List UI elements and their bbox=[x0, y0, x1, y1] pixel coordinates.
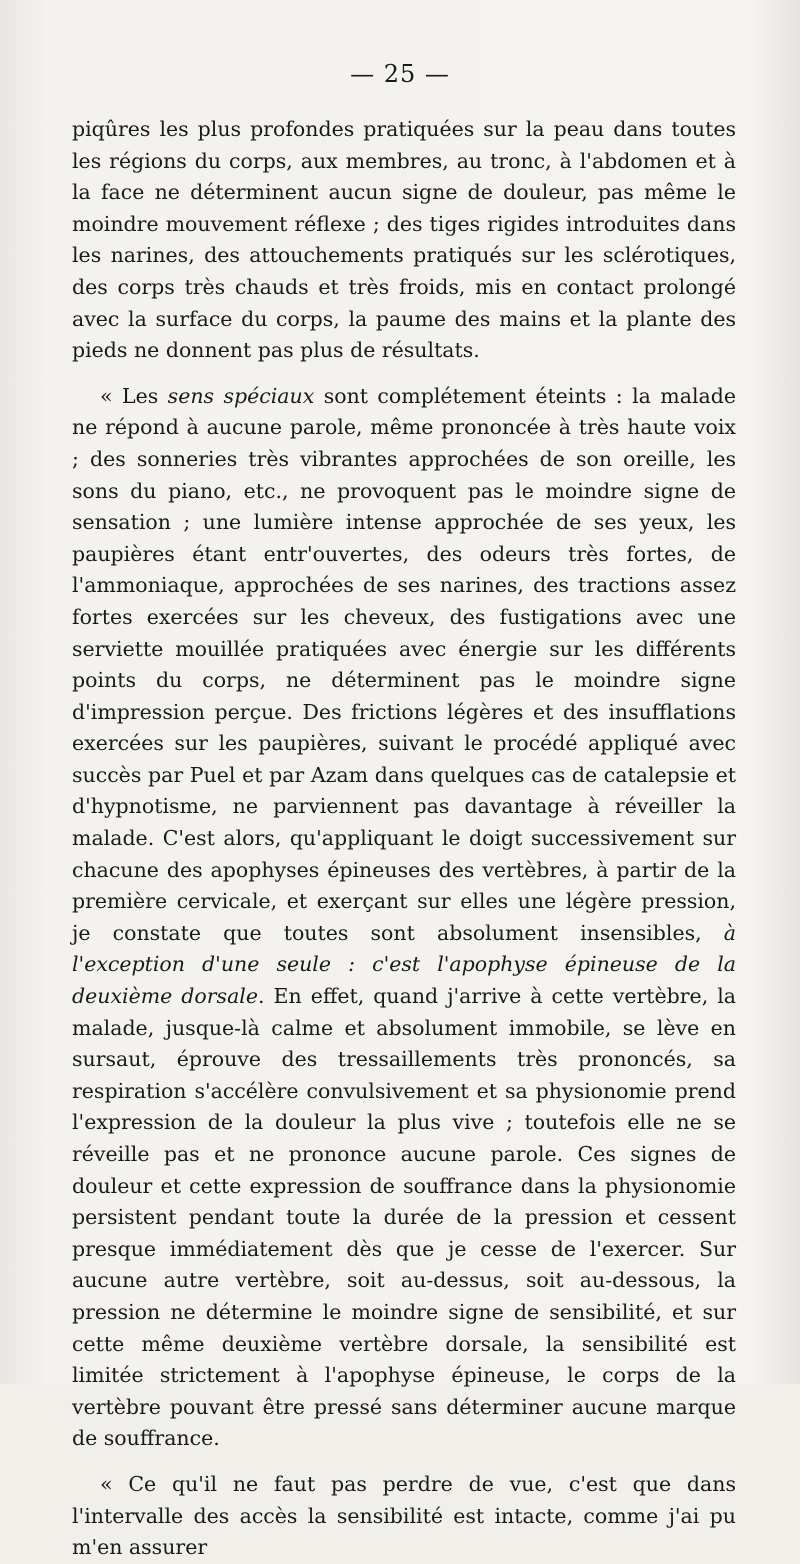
italic-exception-phrase: à l'exception d'une seule : c'est l'apophyse épineuse de la deuxième dorsale bbox=[72, 920, 736, 1009]
italic-term-sens-speciaux: sens spéciaux bbox=[167, 383, 315, 408]
paragraph-continued: piqûres les plus profondes pratiquées sur la peau dans toutes les régions du corps, aux membres, au tronc, à l'abdomen et à la face ne déterminent aucun signe de douleur, pas même le moindre mouvement réflexe ; des tiges rigides introduites dans les narines, des attouchements pratiqués sur les sclérotiques, des corps très chauds et très froids, mis en contact prolongé avec la surface du corps, la paume des mains et la plante des pieds ne donnent pas plus de résultats. bbox=[72, 117, 736, 363]
page-number: — 25 — bbox=[350, 60, 450, 88]
paragraph-middle: sont complétement éteints : la malade ne répond à aucune parole, même prononcée à très haute voix ; des sonneries très vibrantes approchées de son oreille, les sons du piano, etc., ne provoquent pas le moindre signe de sensation ; une lumière intense approchée de ses yeux, les paupières étant entr'ouvertes, des odeurs très fortes, de l'ammoniaque, approchées de ses narines, des tractions assez fortes exercées sur les cheveux, des fustigations avec une serviette mouillée pratiquées avec énergie sur les différents points du corps, ne déterminent pas le moindre signe d'impression perçue. Des frictions légères et des insufflations exercées sur les paupières, suivant le procédé appliqué avec succès par Puel et par Azam dans quelques cas de catalepsie et d'hypnotisme, ne parviennent pas davantage à réveiller la malade. C'est alors, qu'appliquant le doigt successivement sur chacune des apophyses épineuses des vertèbres, à partir de la première cervicale, et exerçant sur elles une légère pression, je constate que toutes sont absolument insensibles, bbox=[72, 383, 736, 945]
body-text bbox=[72, 114, 736, 1564]
paragraph-opening: « Les bbox=[100, 383, 168, 408]
paragraph-sens-speciaux bbox=[72, 381, 736, 1455]
paragraph-rest: . En effet, quand j'arrive à cette vertèbre, la malade, jusque-là calme et absolument immobile, se lève en sursaut, éprouve des tressaillements très prononcés, sa respiration s'accélère convulsivement et sa physionomie prend l'expression de la douleur la plus vive ; toutefois elle ne se réveille pas et ne prononce aucune parole. Ces signes de douleur et cette expression de souffrance dans la physionomie persistent pendant toute la durée de la pression et cessent presque immédiatement dès que je cesse de l'exercer. Sur aucune autre vertèbre, soit au-dessus, soit au-dessous, la pression ne détermine le moindre signe de sensibilité, et sur cette même deuxième vertèbre dorsale, la sensibilité est limitée strictement à l'apophyse épineuse, le corps de la vertèbre pouvant être pressé sans déterminer aucune marque de souffrance. bbox=[72, 984, 736, 1451]
paragraph-final: « Ce qu'il ne faut pas perdre de vue, c'est que dans l'intervalle des accès la sensibilité est intacte, comme j'ai pu m'en assurer bbox=[72, 1471, 736, 1560]
